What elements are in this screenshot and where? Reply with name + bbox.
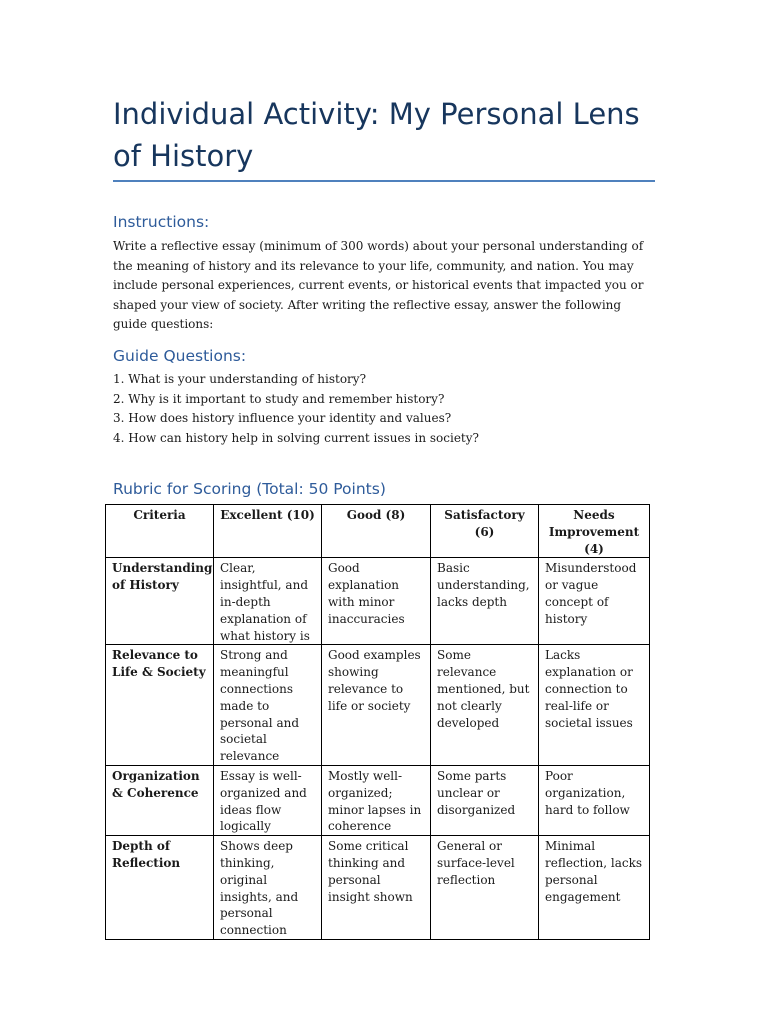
title-underline bbox=[113, 180, 655, 182]
rubric-cell: Basic understanding, lacks depth bbox=[431, 558, 539, 645]
guide-questions-list bbox=[113, 370, 479, 448]
guide-question: 1. What is your understanding of history? bbox=[113, 372, 366, 386]
table-row bbox=[106, 836, 650, 940]
rubric-table bbox=[105, 504, 650, 940]
rubric-cell: General or surface-level reflection bbox=[431, 836, 539, 940]
instructions-text: Write a reflective essay (minimum of 300 words) about your personal understanding of the meaning of history and its relevance to your life, community, and nation. You may include personal experiences, current events, or historical events that impacted you or shaped your view of society. After writing the reflective essay, answer the following guide questions: bbox=[113, 239, 644, 331]
rubric-cell: Essay is well-organized and ideas flow logically bbox=[214, 765, 322, 835]
header-needs-improvement: Needs Improvement (4) bbox=[539, 505, 650, 558]
header-excellent: Excellent (10) bbox=[214, 505, 322, 558]
table-row bbox=[106, 645, 650, 766]
rubric-cell: Some parts unclear or disorganized bbox=[431, 765, 539, 835]
rubric-cell: Misunderstood or vague concept of history bbox=[539, 558, 650, 645]
instructions-heading: Instructions: bbox=[113, 213, 210, 231]
page-title: Individual Activity: My Personal Lens of History bbox=[113, 97, 640, 173]
rubric-cell: Shows deep thinking, original insights, and personal connection bbox=[214, 836, 322, 940]
rubric-cell: Poor organization, hard to follow bbox=[539, 765, 650, 835]
rubric-cell: Good examples showing relevance to life or society bbox=[322, 645, 431, 766]
guide-question: 3. How does history influence your identity and values? bbox=[113, 411, 452, 425]
rubric-cell: Mostly well-organized; minor lapses in coherence bbox=[322, 765, 431, 835]
header-satisfactory: Satisfactory (6) bbox=[431, 505, 539, 558]
rubric-cell: Some relevance mentioned, but not clearly developed bbox=[431, 645, 539, 766]
rubric-cell: Minimal reflection, lacks personal engagement bbox=[539, 836, 650, 940]
guide-question: 2. Why is it important to study and remember history? bbox=[113, 391, 445, 406]
criteria-cell: Organization & Coherence bbox=[106, 765, 214, 835]
header-criteria: Criteria bbox=[106, 505, 214, 558]
rubric-cell: Good explanation with minor inaccuracies bbox=[322, 558, 431, 645]
header-good: Good (8) bbox=[322, 505, 431, 558]
guide-question: 4. How can history help in solving current issues in society? bbox=[113, 430, 479, 445]
rubric-header-row bbox=[106, 505, 650, 558]
guide-questions-heading: Guide Questions: bbox=[113, 347, 247, 365]
rubric-cell: Strong and meaningful connections made to personal and societal relevance bbox=[214, 645, 322, 766]
rubric-heading: Rubric for Scoring (Total: 50 Points) bbox=[113, 480, 386, 498]
criteria-cell: Understanding of History bbox=[106, 558, 214, 645]
table-row bbox=[106, 765, 650, 835]
criteria-cell: Depth of Reflection bbox=[106, 836, 214, 940]
table-row bbox=[106, 558, 650, 645]
rubric-cell: Lacks explanation or connection to real-life or societal issues bbox=[539, 645, 650, 766]
criteria-cell: Relevance to Life & Society bbox=[106, 645, 214, 766]
rubric-cell: Clear, insightful, and in-depth explanation of what history is bbox=[214, 558, 322, 645]
rubric-cell: Some critical thinking and personal insight shown bbox=[322, 836, 431, 940]
